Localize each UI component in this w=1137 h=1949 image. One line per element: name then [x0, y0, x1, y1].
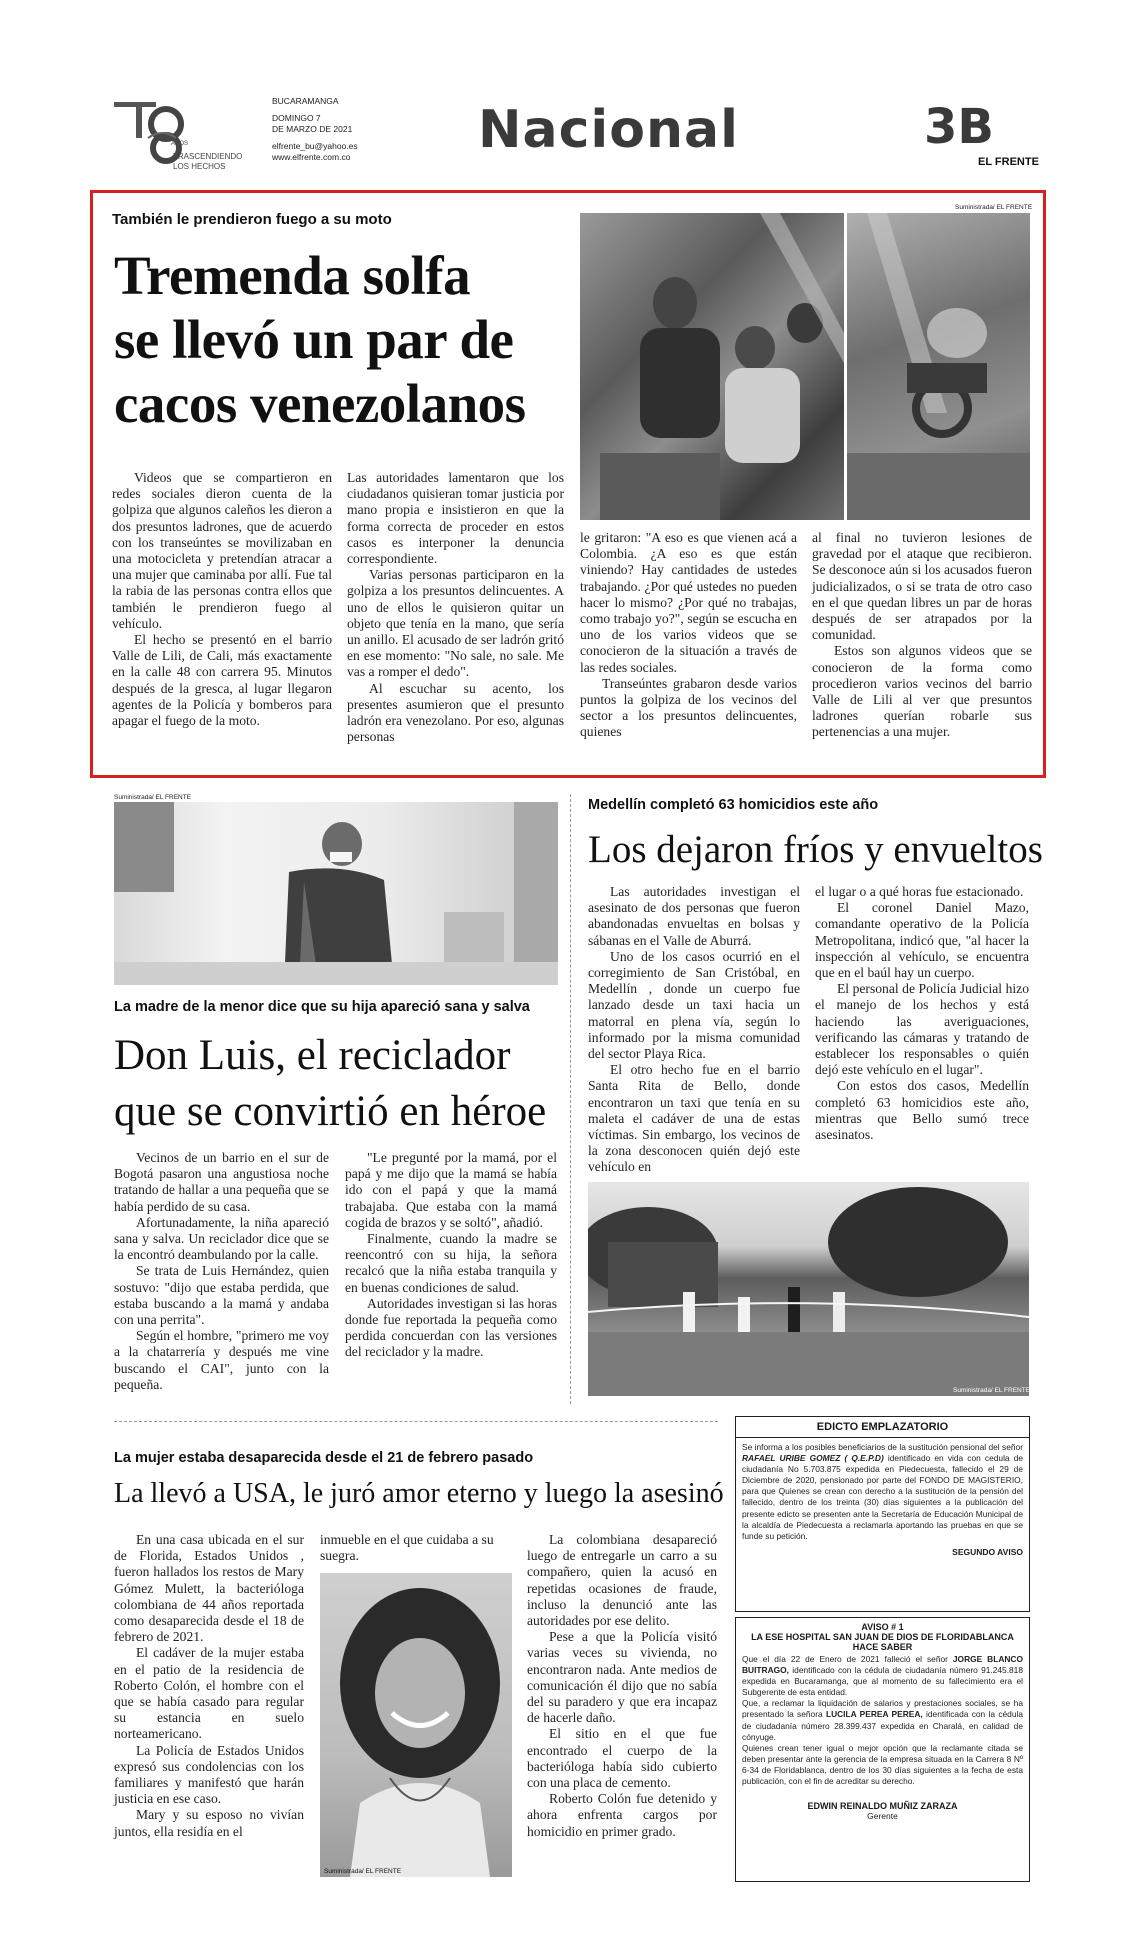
story4-paragraph: La colombiana desapareció luego de entregarle un carro a su compañero, quien la acusó en repetidas ocasiones de fraude, incluso la denunció ante las autoridades por ese delito. [527, 1532, 717, 1629]
story4-headline: La llevó a USA, le juró amor eterno y luego la asesinó [114, 1478, 724, 1509]
aviso-p2-a: Que, a reclamar la liquidación de salarios y prestaciones sociales, se ha presentado la señora [742, 1698, 1023, 1720]
aviso-p1-b: identificado con la cédula de ciudadanía número 91.245.818 expedida en Bucaramanga, que al momento de su fallecimiento era el Subgerente de esta entidad. [742, 1665, 1024, 1698]
story2-photo [114, 802, 558, 985]
story1-headline-line-3: cacos venezolanos [114, 373, 526, 434]
story1-paragraph: al final no tuvieron lesiones de gravedad por el ataque que recibieron. Se desconoce aún si los acusados fueron judicializados, o si se trata de otro caso en el que quedan libres un par de horas después de ser atrapados por la comunidad. [812, 530, 1032, 643]
story2-paragraph: Afortunadamente, la niña apareció sana y salva. Un reciclador dice que se la encontró deambulando por la calle. [114, 1214, 329, 1263]
website-label: www.elfrente.com.co [272, 152, 351, 162]
story4-paragraph: El cadáver de la mujer estaba en el patio de la residencia de Roberto Colón, el hombre con el que se había casado para regular su estancia en suelo norteamericano. [114, 1645, 304, 1742]
section-divider [114, 1421, 718, 1422]
story2-headline-line-2: que se convirtió en héroe [114, 1088, 547, 1135]
story2-paragraph: Vecinos de un barrio en el sur de Bogotá pasaron una angustiosa noche tratando de hallar a una pequeña que se había perdido de su casa. [114, 1150, 329, 1214]
story1-kicker: También le prendieron fuego a su moto [112, 211, 392, 228]
story4-paragraph: En una casa ubicada en el sur de Florida, Estados Unidos , fueron hallados los restos de Mary Gómez Mulett, la bacterióloga colombiana de 44 años reportada como desaparecida desde el 18 de febrero de 2021. [114, 1532, 304, 1645]
story4-photo-credit: Suministrada/ EL FRENTE [324, 1868, 402, 1875]
story3-paragraph: Con estos dos casos, Medellín completó 63 homicidios este año, mientras que Bello sumó trece asesinatos. [815, 1078, 1029, 1143]
story3-col-2 [815, 884, 1029, 1143]
story4-photo [320, 1573, 512, 1877]
story3-paragraph: el lugar o a qué horas fue estacionado. [815, 884, 1024, 899]
story1-photo-left [580, 213, 844, 520]
story3-photo [588, 1182, 1029, 1396]
story2-col-1 [114, 1150, 329, 1393]
story2-col-2 [345, 1150, 557, 1361]
aviso-subtitle-2: HACE SABER [852, 1642, 913, 1652]
story4-col-2-top: inmueble en el que cuidaba a su suegra. [320, 1532, 494, 1564]
aviso-p1-name: JORGE BLANCO BUITRAGO, [742, 1654, 1023, 1676]
city-label: BUCARAMANGA [272, 96, 339, 106]
story1-paragraph: Transeúntes grabaron desde varios puntos la golpiza de los vecinos del sector a los presuntos delincuentes, quienes [580, 675, 797, 740]
story2-paragraph: "Le pregunté por la mamá, por el papá y me dijo que la mamá se había ido con el papá y que la mamá trabajaba. Que estaba con la mamá cogida de brazos y se soltó", añadió. [345, 1150, 557, 1230]
dateline [272, 96, 358, 163]
date-line-2: DE MARZO DE 2021 [272, 124, 353, 134]
date-line-1: DOMINGO 7 [272, 113, 321, 123]
story1-paragraph: Estos son algunos videos que se conocieron de la forma como procedieron varios vecinos del barrio Valle de Lili al ver que presuntos ladrones querían robarle sus pertenencias a una mujer. [812, 643, 1032, 740]
aviso-role: Gerente [867, 1811, 898, 1822]
story1-col-3 [580, 530, 797, 741]
email-label: elfrente_bu@yahoo.es [272, 141, 358, 151]
woman-portrait-image [320, 1573, 512, 1877]
logo-caption-2: LOS HECHOS [173, 162, 226, 171]
aviso-box [735, 1617, 1030, 1882]
logo-caption-1: TRASCENDIENDO [173, 152, 243, 161]
story2-headline [114, 1028, 574, 1140]
aviso-p3: Quienes crean tener igual o mejor opción que la reclamante citada se deben presentar ante la gerencia de la empresa situada en la Carrera 8 Nº 6-34 de Floridablanca, dentro de los 30 días siguientes a la fecha de esta publicación, con el fin de acreditar su derecho. [742, 1742, 1023, 1787]
story2-paragraph: Autoridades investigan si las horas donde fue reportada la pequeña como perdida concuerdan con las versiones del reciclador y la madre. [345, 1295, 557, 1360]
recycler-man-image [114, 802, 558, 985]
story3-col-1 [588, 884, 800, 1176]
aviso-p2-name: LUCILA PEREA PEREA, [825, 1709, 923, 1720]
story1-headline-line-2: se llevó un par de [114, 309, 514, 370]
aviso-title: AVISO # 1 [861, 1622, 904, 1632]
story4-paragraph: El sitio en el que fue encontrado el cuerpo de la bacterióloga había sido cubierto con una placa de cemento. [527, 1726, 717, 1791]
story1-headline-line-1: Tremenda solfa [114, 245, 471, 306]
edicto-body-part-1: Se informa a los posibles beneficiarios de la sustitución pensional del señor [742, 1442, 1023, 1452]
crime-scene-image [588, 1182, 1029, 1396]
brand-label: EL FRENTE [978, 156, 1039, 168]
story2-photo-credit: Suministrada/ EL FRENTE [114, 794, 192, 801]
story1-paragraph: Al escuchar su acento, los presentes asumieron que el presunto ladrón era venezolano. Por eso, algunas personas [347, 680, 564, 745]
story1-col-1 [112, 470, 332, 729]
story2-headline-line-1: Don Luis, el reciclador [114, 1032, 511, 1079]
story1-paragraph: le gritaron: "A eso es que vienen acá a Colombia. ¿A eso es que están viniendo? Hay cantidades de ustedes trabajando. ¿Por qué ustedes no pueden hacer lo mismo? ¿Por qué no trabajas, como trabajo yo?", según se escucha en uno de los varios videos que se conocieron de la situación a través de las redes sociales. [580, 530, 797, 675]
story1-col-4 [812, 530, 1032, 741]
story3-paragraph: El coronel Daniel Mazo, comandante operativo de la Policía Metropolitana, indicó que, "al hacer la inspección al vehículo, se encuentra que en el baúl hay un cuerpo. [815, 900, 1029, 981]
story1-headline [114, 244, 574, 436]
story3-paragraph: El otro hecho fue en el barrio Santa Rita de Bello, donde encontraron un taxi que tenía en su maleta el cadáver de una de estas víctimas. Sin embargo, los vecinos de la zona desconocen quién dejó este vehículo en [588, 1062, 800, 1175]
story1-paragraph: Varias personas participaron en la golpiza a los presuntos delincuentes. A uno de ellos le quisieron quitar un objeto que tenía en la mano, que sería un anillo. El acusado de ser ladrón gritó en ese momento: "No sale, no sale. Me vas a romper el dedo". [347, 567, 564, 680]
edicto-title: EDICTO EMPLAZATORIO [816, 1421, 949, 1433]
street-fight-image [580, 213, 844, 520]
edicto-name: RAFAEL URIBE GOMEZ ( Q.E.P.D) [742, 1453, 884, 1464]
story2-paragraph: Según el hombre, "primero me voy a la chatarrería y después me vine buscando el CAI", junto con la pequeña. [114, 1328, 329, 1392]
story3-paragraph: Uno de los casos ocurrió en el corregimiento de San Cristóbal, en Medellín , donde un cuerpo fue lanzado desde un taxi hacia un matorral en plena vía, según lo informado por la misma comunidad del sector Playa Rica. [588, 948, 800, 1062]
story4-col-3 [527, 1532, 717, 1840]
aviso-signer: EDWIN REINALDO MUÑIZ ZARAZA [807, 1801, 958, 1812]
story1-col-2 [347, 470, 564, 745]
story3-paragraph: El personal de Policía Judicial hizo el manejo de los hechos y está haciendo las averiguaciones, verificando las cámaras y tratando de establecer los responsables o quién dejó este vehículo en el lugar". [815, 981, 1029, 1078]
story2-kicker: La madre de la menor dice que su hija apareció sana y salva [114, 999, 530, 1015]
story4-paragraph: La Policía de Estados Unidos expresó sus condolencias con los familiares y manifestó que harán justicia en ese caso. [114, 1742, 304, 1807]
edicto-body-part-2: identificado en vida con cedula de ciudadanía No 5.703.875 expedida en Piedecuesta, fallecido el 29 de Diciembre de 2020, pensionado por parte del FONDO DE MAGISTERIO, para que Quienes se crean con derecho a la sustitución de la pensión del fallecido, dentro de los treinta (30) días siguientes a la publicación del presente edicto se presenten ante la Secretaría de Educación Municipal de la alcaldía de Piedecuesta a reclamarla aportando las pruebas en que se funde su petición. [742, 1453, 1024, 1541]
story4-paragraph: Mary y su esposo no vivían juntos, ella residía en el [114, 1807, 304, 1839]
story3-headline: Los dejaron fríos y envueltos [588, 828, 1043, 871]
story1-paragraph: Videos que se compartieron en redes sociales dieron cuenta de la golpiza que algunos caleños les dieron a dos presuntos ladrones, que de acuerdo con los transeúntes se movilizaban en una motocicleta y pretendían atracar a una mujer que caminaba por allí. Fue tal la rabia de las personas contra ellos que también le prendieron fuego al vehículo. [112, 470, 332, 631]
story2-paragraph: Finalmente, cuando la madre se reencontró con su hija, la señora recalcó que la niña estaba tranquila y en buenas condiciones de salud. [345, 1231, 557, 1295]
story4-kicker: La mujer estaba desaparecida desde el 21 de febrero pasado [114, 1450, 534, 1466]
aviso-p1-a: Que el día 22 de Enero de 2021 falleció el señor [742, 1654, 948, 1664]
column-divider [570, 794, 571, 1404]
story1-photo-credit: Suministrada/ EL FRENTE [955, 204, 1033, 211]
burning-motorcycle-image [847, 213, 1030, 520]
story1-paragraph: Las autoridades lamentaron que los ciudadanos quisieran tomar justicia por mano propia e insistieron en que la forma correcta de proceder en estos casos es interponer la denuncia correspondiente. [347, 470, 564, 567]
story3-kicker: Medellín completó 63 homicidios este año [588, 797, 879, 813]
story4-paragraph: Roberto Colón fue detenido y ahora enfrenta cargos por homicidio en primer grado. [527, 1791, 717, 1839]
aviso-subtitle-1: LA ESE HOSPITAL SAN JUAN DE DIOS DE FLORIDABLANCA [751, 1632, 1014, 1642]
story4-col-1 [114, 1532, 304, 1840]
section-title: Nacional [478, 100, 739, 160]
edicto-footer: SEGUNDO AVISO [952, 1546, 1023, 1557]
story2-paragraph: Se trata de Luis Hernández, quien sostuvo: "dijo que estaba perdida, que estaba buscando a la mamá y andaba con una perrita". [114, 1263, 329, 1328]
story1-paragraph: El hecho se presentó en el barrio Valle de Lili, de Cali, más exactamente en la calle 48 con carrera 95. Minutos después de la gresca, al lugar llegaron agentes de la Policía y bomberos para apagar el fuego de la moto. [112, 632, 332, 729]
page-number: 3B [924, 99, 994, 155]
story4-paragraph: Pese a que la Policía visitó varias veces su vivienda, no encontraron nada. Ante medios de comunicación él dijo que no sabía del su paradero y que era incapaz de hacerle daño. [527, 1629, 717, 1726]
story3-paragraph: Las autoridades investigan el asesinato de dos personas que fueron abandonadas envueltas en bolsas y sábanas en el Valle de Aburrá. [588, 884, 800, 948]
edicto-box [735, 1416, 1030, 1612]
aviso-p2-b: identificada con la cédula de ciudadanía número 28.399.437 expedida en Charalá, en calidad de cónyuge. [742, 1709, 1024, 1742]
logo-years-label: AÑOS [171, 141, 189, 147]
story3-photo-credit: Suministrada/ EL FRENTE [953, 1387, 1031, 1394]
story1-photo-right [847, 213, 1030, 520]
